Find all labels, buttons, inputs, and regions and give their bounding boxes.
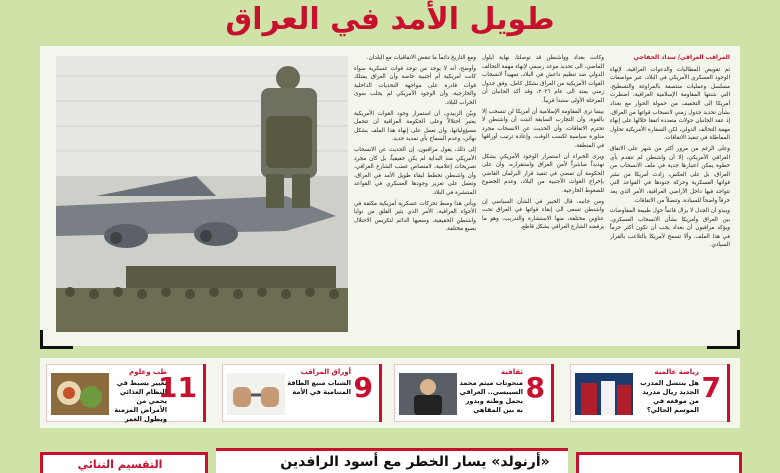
card-category: أوراق المراقب — [300, 368, 351, 376]
corner-mark-right — [707, 330, 740, 349]
article-paragraph: ويأتي هذا وسط تحركات عسكرية أمريكية مكثفة في الأجواء العراقية، الأمر الذي يثير القلق من نوايا واشنطن الحقيقية، وسعيها الدائم لتكريس الاحتلال بصيغ مختلفة. — [354, 200, 476, 233]
card-thumbnail — [575, 373, 633, 415]
page-number: 8 — [525, 371, 545, 404]
article-column-right — [610, 54, 730, 338]
bottom-left-headline: التقسيم التنائي — [77, 458, 163, 471]
article-paragraph: ومع التأريخ دائماً ما تنقض الاتفاقيات مع البلدان. — [366, 55, 476, 61]
promo-card[interactable] — [46, 364, 206, 422]
promo-card[interactable] — [570, 364, 730, 422]
article-paragraph: وكانت بغداد وواشنطن قد توصلتا، نهاية أيلول الماضي، الى تحديد موعد رسمي لإنهاء مهمة التحالف الدولي ضد تنظيم داعش في البلاد، تمهيداً لانسحاب القوات الأمريكية من العراق بشكل كامل، وفق جدول زمني يمتد الى عام ٢٠٢٦، وقد أكد الجانبان أن المرحلة الأولى ستبدأ قريباً. — [482, 55, 604, 104]
card-category: ثقافية — [501, 368, 523, 376]
chained-hands-image — [227, 373, 285, 415]
page-number: 11 — [158, 371, 197, 404]
corner-mark-left — [40, 330, 73, 349]
promo-card[interactable] — [394, 364, 554, 422]
card-thumbnail — [227, 373, 285, 415]
bottom-center-headline: «أرنولد» يسار الخطر مع أسود الرافدين — [280, 454, 550, 470]
article-paragraph: بينما ترى المقاومة الإسلامية أن أمريكا لن تنسحب إلا بالقوة، وأن التجارب السابقة أثبتت أن واشنطن لا تحترم الاتفاقات، وأن الحديث عن الانسحاب مجرد مناورة سياسية لكسب الوقت، وإعادة ترتيب أوراقها في المنطقة. — [482, 108, 604, 149]
card-accent-bar — [727, 364, 730, 422]
article-paragraph: ويبدو أن الجدل لا يزال قائماً حول طبيعة المفاوضات بين العراق وأمريكا بشأن الانسحاب العسكري، ويؤكد مراقبون أن بغداد يجب أن تكون أكثر حزماً في هذا الملف، وألا تسمح لأمريكا بالتلاعب بالقرار السيادي. — [610, 208, 730, 249]
card-category: طب وعلوم — [129, 368, 167, 376]
food-bowl-image — [51, 373, 109, 415]
promo-card[interactable] — [222, 364, 382, 422]
article-column-left — [354, 54, 476, 338]
article-photo — [56, 56, 348, 332]
article-paragraph: وأوضح، أنه لا يوجد من توجد قوات عسكرية سواء كانت أمريكية أم أجنبية خاصة وأن العراق يمتلك قوات قادرة على مواجهة التحديات الداخلية والخارجية، وأن الوجود الأمريكي لم يجلب سوى الخراب للبلاد. — [354, 65, 476, 106]
card-title: تغيير بسيط في النظام الغذائي يحمي من الأمراض المزمنة وبطول العمر — [114, 379, 167, 423]
football-players-image — [575, 373, 633, 415]
card-title: هل ينتشل المدرب الجديد ريال مدريد من موقعه في الموسم الحالي؟ — [640, 379, 699, 414]
card-title: الشباب منبع الطاقة المتنامية في الأمة — [287, 379, 351, 396]
article-paragraph: إلى ذلك، يقول مراقبون، إن الحديث عن الانسحاب الأمريكي منذ البداية لم يكن حقيقياً، بل كان مجرد تصريحات إعلامية، لامتصاص غضب الشارع العراقي، وأن واشنطن تخطط لبقاء طويل الأمد في العراق، وتعمل على تعزيز وجودها العسكري في القواعد المنتشرة في البلاد. — [354, 146, 476, 196]
page-number: 7 — [701, 371, 721, 404]
card-accent-bar — [203, 364, 206, 422]
article-byline: المراقب العراقي/ سداد الخفاجي — [633, 54, 730, 61]
article-paragraph: ويرى الخبراء أن استمرار الوجود الأمريكي يشكل تهديداً مباشراً لأمن العراق واستقراره، وأن على الحكومة أن تمضي في تنفيذ قرار البرلمان القاضي بإخراج القوات الأجنبية من البلاد، وعدم الخضوع للضغوط الخارجية. — [482, 153, 604, 194]
card-thumbnail — [399, 373, 457, 415]
article-paragraph: وعلى الرغم من مرور أكثر من شهر على الاتفاق العراقي الأمريكي، إلا أن واشنطن لم تتقدم بأي خطوة يمكن اعتبارها جدية في ملف الانسحاب من العراق، بل على العكس، زادت أمريكا من نشر قواتها العسكرية وحركة جنودها في القواعد التي تتواجد فيها داخل الأراضي العراقية، الأمر الذي يعد خرقاً واضحاً للسيادة، وتنصلاً من الاتفاقات. — [610, 145, 730, 204]
page-number: 9 — [353, 371, 373, 404]
soldiers-aircraft-illustration — [56, 56, 348, 332]
sculptor-portrait-image — [399, 373, 457, 415]
card-accent-bar — [551, 364, 554, 422]
card-category: رياضة عالمية — [654, 368, 699, 376]
card-accent-bar — [379, 364, 382, 422]
article-paragraph: تم تقويض المطالبات والدعوات العراقية، لإنهاء الوجود العسكري الأمريكي في البلاد، عبر مواصفات مسلسل وعمليات منتصفة بالمراوغة والتسطيح، التي شنتها المقاومة الإسلامية العراقية، اضطرت أمريكا الى التخفيف من حمولة الحوار مع بغداد بشأن تحديد جدول زمني لانسحاب قواتها من العراق، إذ عقد الجانبان جولات متعددة اتفقا خلالها على إنهاء مهمة التحالف الدولي، لكن السفارة الأمريكية تحاول المماطلة في تنفيذ الاتفاقات. — [610, 66, 730, 142]
article-paragraph: وبيّن الزبيدي، أن استمرار وجود القوات الأمريكية يعتبر احتلالاً وعلى الحكومة العراقية أن تتحمل مسؤولياتها، وأن تعمل على إنهاء هذا الملف بشكل نهائي، وعدم السماح بأي تمديد جديد. — [354, 110, 476, 143]
page-headline: طويل الأمد في العراق — [225, 2, 555, 37]
card-thumbnail — [51, 373, 109, 415]
article-column-middle — [482, 54, 604, 338]
article-paragraph: ومن جانبه، قال الخبير في الشأن السياسي إن واشنطن تسعى الى إبقاء قواتها في العراق تحت عناوين مختلفة، منها الاستشارة والتدريب، وهو ما يرفضه الشارع العراقي بشكل قاطع. — [482, 198, 604, 231]
card-title: منحوتات ميثم محمد السبيسي.. العراقي يحمل وطنه وبدور به بين المقاهي — [459, 379, 523, 414]
